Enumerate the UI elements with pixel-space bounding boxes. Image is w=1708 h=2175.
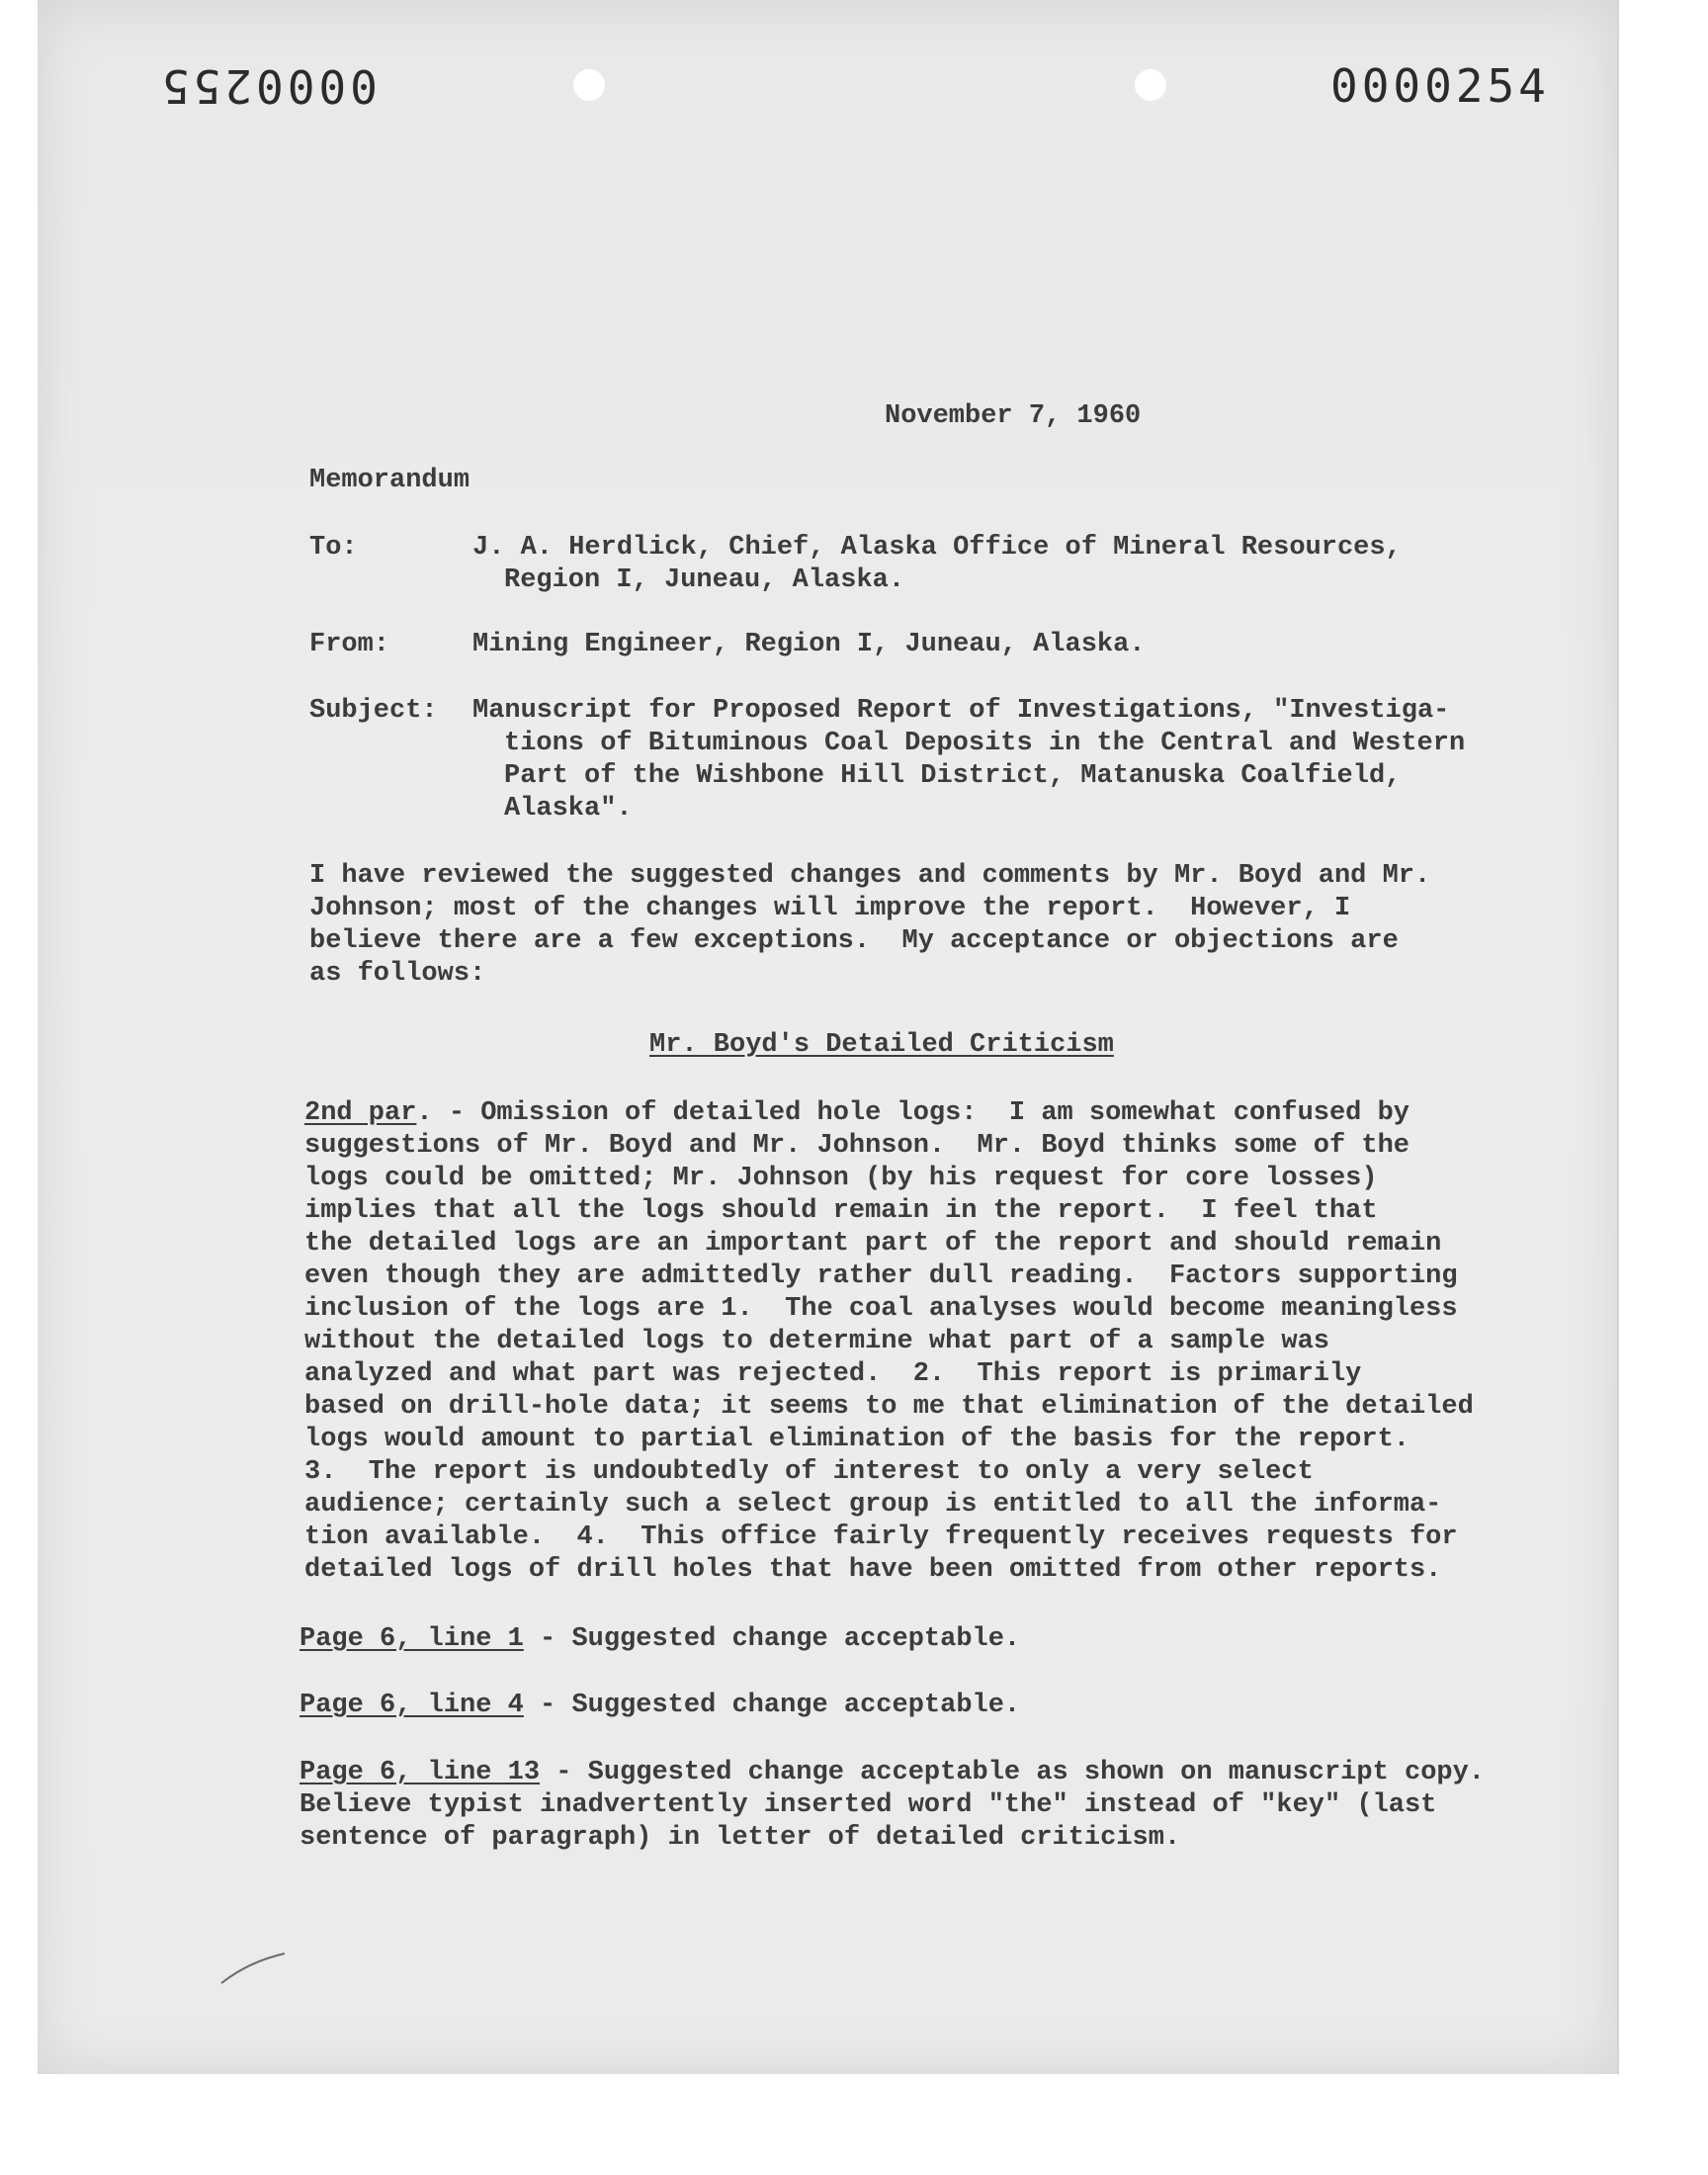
paragraph-text: . - Omission of detailed hole logs: I am somewhat confused by (416, 1098, 1409, 1128)
intro-line: I have reviewed the suggested changes and comments by Mr. Boyd and Mr. (309, 861, 1431, 891)
paragraph-line: implies that all the logs should remain in the report. I feel that (304, 1196, 1378, 1226)
paragraph-line (304, 1097, 1409, 1130)
paragraph-line: logs would amount to partial elimination of the basis for the report. (304, 1425, 1409, 1454)
intro-line: believe there are a few exceptions. My acceptance or objections are (309, 926, 1399, 956)
to-line: J. A. Herdlick, Chief, Alaska Office of Mineral Resources, (472, 533, 1402, 563)
paragraph-line: inclusion of the logs are 1. The coal analyses would become meaningless (304, 1294, 1458, 1324)
paragraph-line: without the detailed logs to determine what part of a sample was (304, 1327, 1329, 1356)
comment-item (299, 1623, 1020, 1656)
subject-label: Subject: (309, 696, 438, 726)
subject-line: tions of Bituminous Coal Deposits in the Central and Western (504, 729, 1466, 758)
paragraph-line: detailed logs of drill holes that have been omitted from other reports. (304, 1555, 1442, 1585)
comment-item-line: sentence of paragraph) in letter of detailed criticism. (299, 1823, 1181, 1853)
memo-date: November 7, 1960 (885, 401, 1142, 431)
comment-item-label: Page 6, line 4 (299, 1691, 524, 1720)
comment-item (299, 1690, 1020, 1722)
paragraph-line: based on drill-hole data; it seems to me that elimination of the detailed (304, 1392, 1474, 1422)
subject-line: Part of the Wishbone Hill District, Matanuska Coalfield, (504, 761, 1402, 791)
paragraph-line: suggestions of Mr. Boyd and Mr. Johnson. Mr. Boyd thinks some of the (304, 1131, 1409, 1161)
memo-type: Memorandum (309, 466, 470, 495)
section-heading: Mr. Boyd's Detailed Criticism (649, 1030, 1114, 1060)
paragraph-label: 2nd par (304, 1098, 417, 1128)
comment-item (299, 1757, 1485, 1789)
paragraph-line: tion available. 4. This office fairly frequently receives requests for (304, 1522, 1458, 1552)
page-number-stamp-mirrored: 0000255 (158, 59, 378, 113)
to-label: To: (309, 533, 358, 563)
comment-item-line: Believe typist inadvertently inserted word "the" instead of "key" (last (299, 1790, 1437, 1820)
paragraph-line: even though they are admittedly rather dull reading. Factors supporting (304, 1262, 1458, 1291)
comment-item-text: - Suggested change acceptable. (523, 1691, 1021, 1720)
punch-hole (573, 69, 605, 101)
page-number-stamp: 0000254 (1330, 59, 1550, 113)
pencil-mark (219, 1948, 289, 1987)
comment-item-text: - Suggested change acceptable as shown on manuscript copy. (540, 1758, 1486, 1787)
to-line: Region I, Juneau, Alaska. (504, 566, 905, 595)
paragraph-line: audience; certainly such a select group is entitled to all the informa- (304, 1490, 1442, 1520)
comment-item-label: Page 6, line 1 (299, 1624, 524, 1654)
paragraph-line: analyzed and what part was rejected. 2. This report is primarily (304, 1359, 1362, 1389)
intro-line: Johnson; most of the changes will improve the report. However, I (309, 894, 1351, 923)
from-label: From: (309, 630, 390, 659)
punch-hole (1135, 69, 1166, 101)
paragraph-line: 3. The report is undoubtedly of interest to only a very select (304, 1457, 1314, 1487)
comment-item-text: - Suggested change acceptable. (523, 1624, 1021, 1654)
subject-line: Manuscript for Proposed Report of Investigations, "Investiga- (472, 696, 1450, 726)
subject-line: Alaska". (504, 794, 633, 824)
from-line: Mining Engineer, Region I, Juneau, Alaska. (472, 630, 1146, 659)
paragraph-line: the detailed logs are an important part of the report and should remain (304, 1229, 1442, 1259)
intro-line: as follows: (309, 959, 486, 989)
paragraph-line: logs could be omitted; Mr. Johnson (by his request for core losses) (304, 1164, 1378, 1193)
comment-item-label: Page 6, line 13 (299, 1758, 541, 1787)
